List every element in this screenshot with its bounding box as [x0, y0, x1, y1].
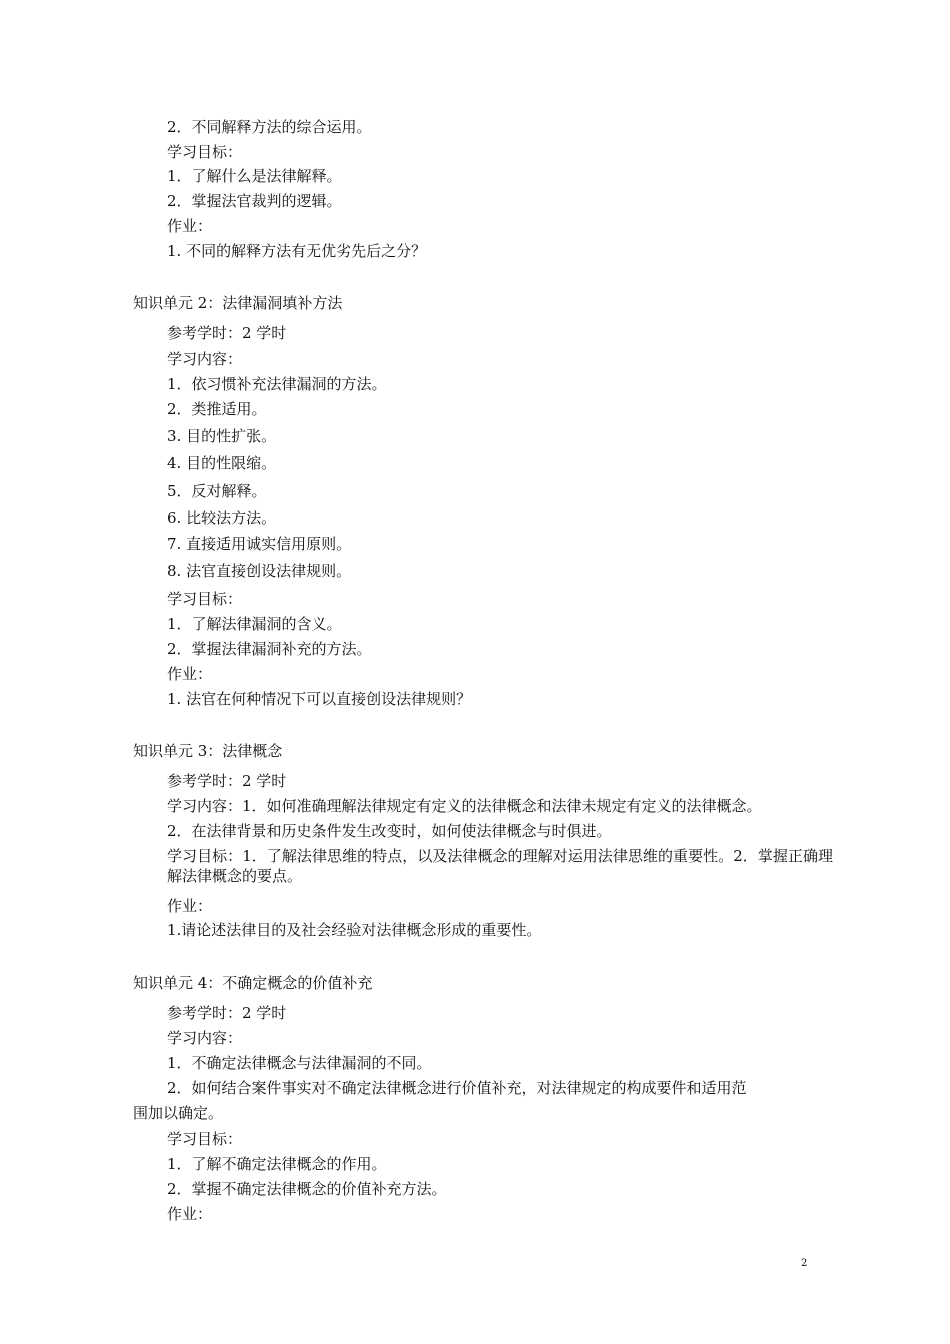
unit2-content-item: 8. 法官直接创设法律规则。 [167, 562, 352, 580]
unit3-homework-label: 作业： [167, 897, 213, 915]
unit2-goal-item: 1．了解法律漏洞的含义。 [167, 615, 342, 633]
unit2-content-item: 2．类推适用。 [167, 400, 267, 418]
unit2-content-item: 7. 直接适用诚实信用原则。 [167, 535, 352, 553]
unit2-title: 知识单元 2：法律漏洞填补方法 [133, 294, 343, 312]
unit2-content-item: 4. 目的性限缩。 [167, 454, 277, 472]
unit4-content-item: 2．如何结合案件事实对不确定法律概念进行价值补充，对法律规定的构成要件和适用范 [167, 1079, 747, 1097]
unit4-goal-item: 1．了解不确定法律概念的作用。 [167, 1155, 387, 1173]
unit4-goal-item: 2．掌握不确定法律概念的价值补充方法。 [167, 1180, 447, 1198]
unit1-content-item: 2．不同解释方法的综合运用。 [167, 118, 372, 136]
unit2-content-item: 3. 目的性扩张。 [167, 427, 277, 445]
unit2-homework-item: 1. 法官在何种情况下可以直接创设法律规则？ [167, 690, 472, 708]
unit4-hours: 参考学时：2 学时 [167, 1004, 287, 1022]
unit1-goal-item: 2．掌握法官裁判的逻辑。 [167, 192, 342, 210]
unit3-title: 知识单元 3：法律概念 [133, 742, 283, 760]
unit2-content-item: 6. 比较法方法。 [167, 509, 277, 527]
unit1-goal-item: 1．了解什么是法律解释。 [167, 167, 342, 185]
unit1-homework-item: 1. 不同的解释方法有无优劣先后之分？ [167, 242, 427, 260]
unit2-content-item: 5．反对解释。 [167, 482, 267, 500]
unit1-goals-label: 学习目标： [167, 143, 243, 161]
unit2-content-item: 1．依习惯补充法律漏洞的方法。 [167, 375, 387, 393]
unit3-content-line: 2．在法律背景和历史条件发生改变时，如何使法律概念与时俱进。 [167, 822, 612, 840]
page-number: 2 [801, 1258, 808, 1269]
unit2-homework-label: 作业： [167, 665, 213, 683]
unit1-homework-label: 作业： [167, 217, 213, 235]
unit2-content-label: 学习内容： [167, 350, 243, 368]
unit2-goals-label: 学习目标： [167, 590, 243, 608]
unit3-hours: 参考学时：2 学时 [167, 772, 287, 790]
unit3-homework-item: 1.请论述法律目的及社会经验对法律概念形成的重要性。 [167, 921, 542, 939]
unit4-homework-label: 作业： [167, 1205, 213, 1223]
unit4-content-label: 学习内容： [167, 1029, 243, 1047]
unit4-goals-label: 学习目标： [167, 1130, 243, 1148]
unit4-content-item-continued: 围加以确定。 [133, 1104, 224, 1122]
unit3-content-line: 学习内容：1．如何准确理解法律规定有定义的法律概念和法律未规定有定义的法律概念。 [167, 797, 762, 815]
unit2-goal-item: 2．掌握法律漏洞补充的方法。 [167, 640, 372, 658]
unit2-hours: 参考学时：2 学时 [167, 324, 287, 342]
unit3-goals-text: 学习目标：1．了解法律思维的特点，以及法律概念的理解对运用法律思维的重要性。2．掌握正确理解法律概念的要点。 [167, 847, 833, 885]
unit4-title: 知识单元 4：不确定概念的价值补充 [133, 974, 373, 992]
unit4-content-item: 1．不确定法律概念与法律漏洞的不同。 [167, 1054, 432, 1072]
